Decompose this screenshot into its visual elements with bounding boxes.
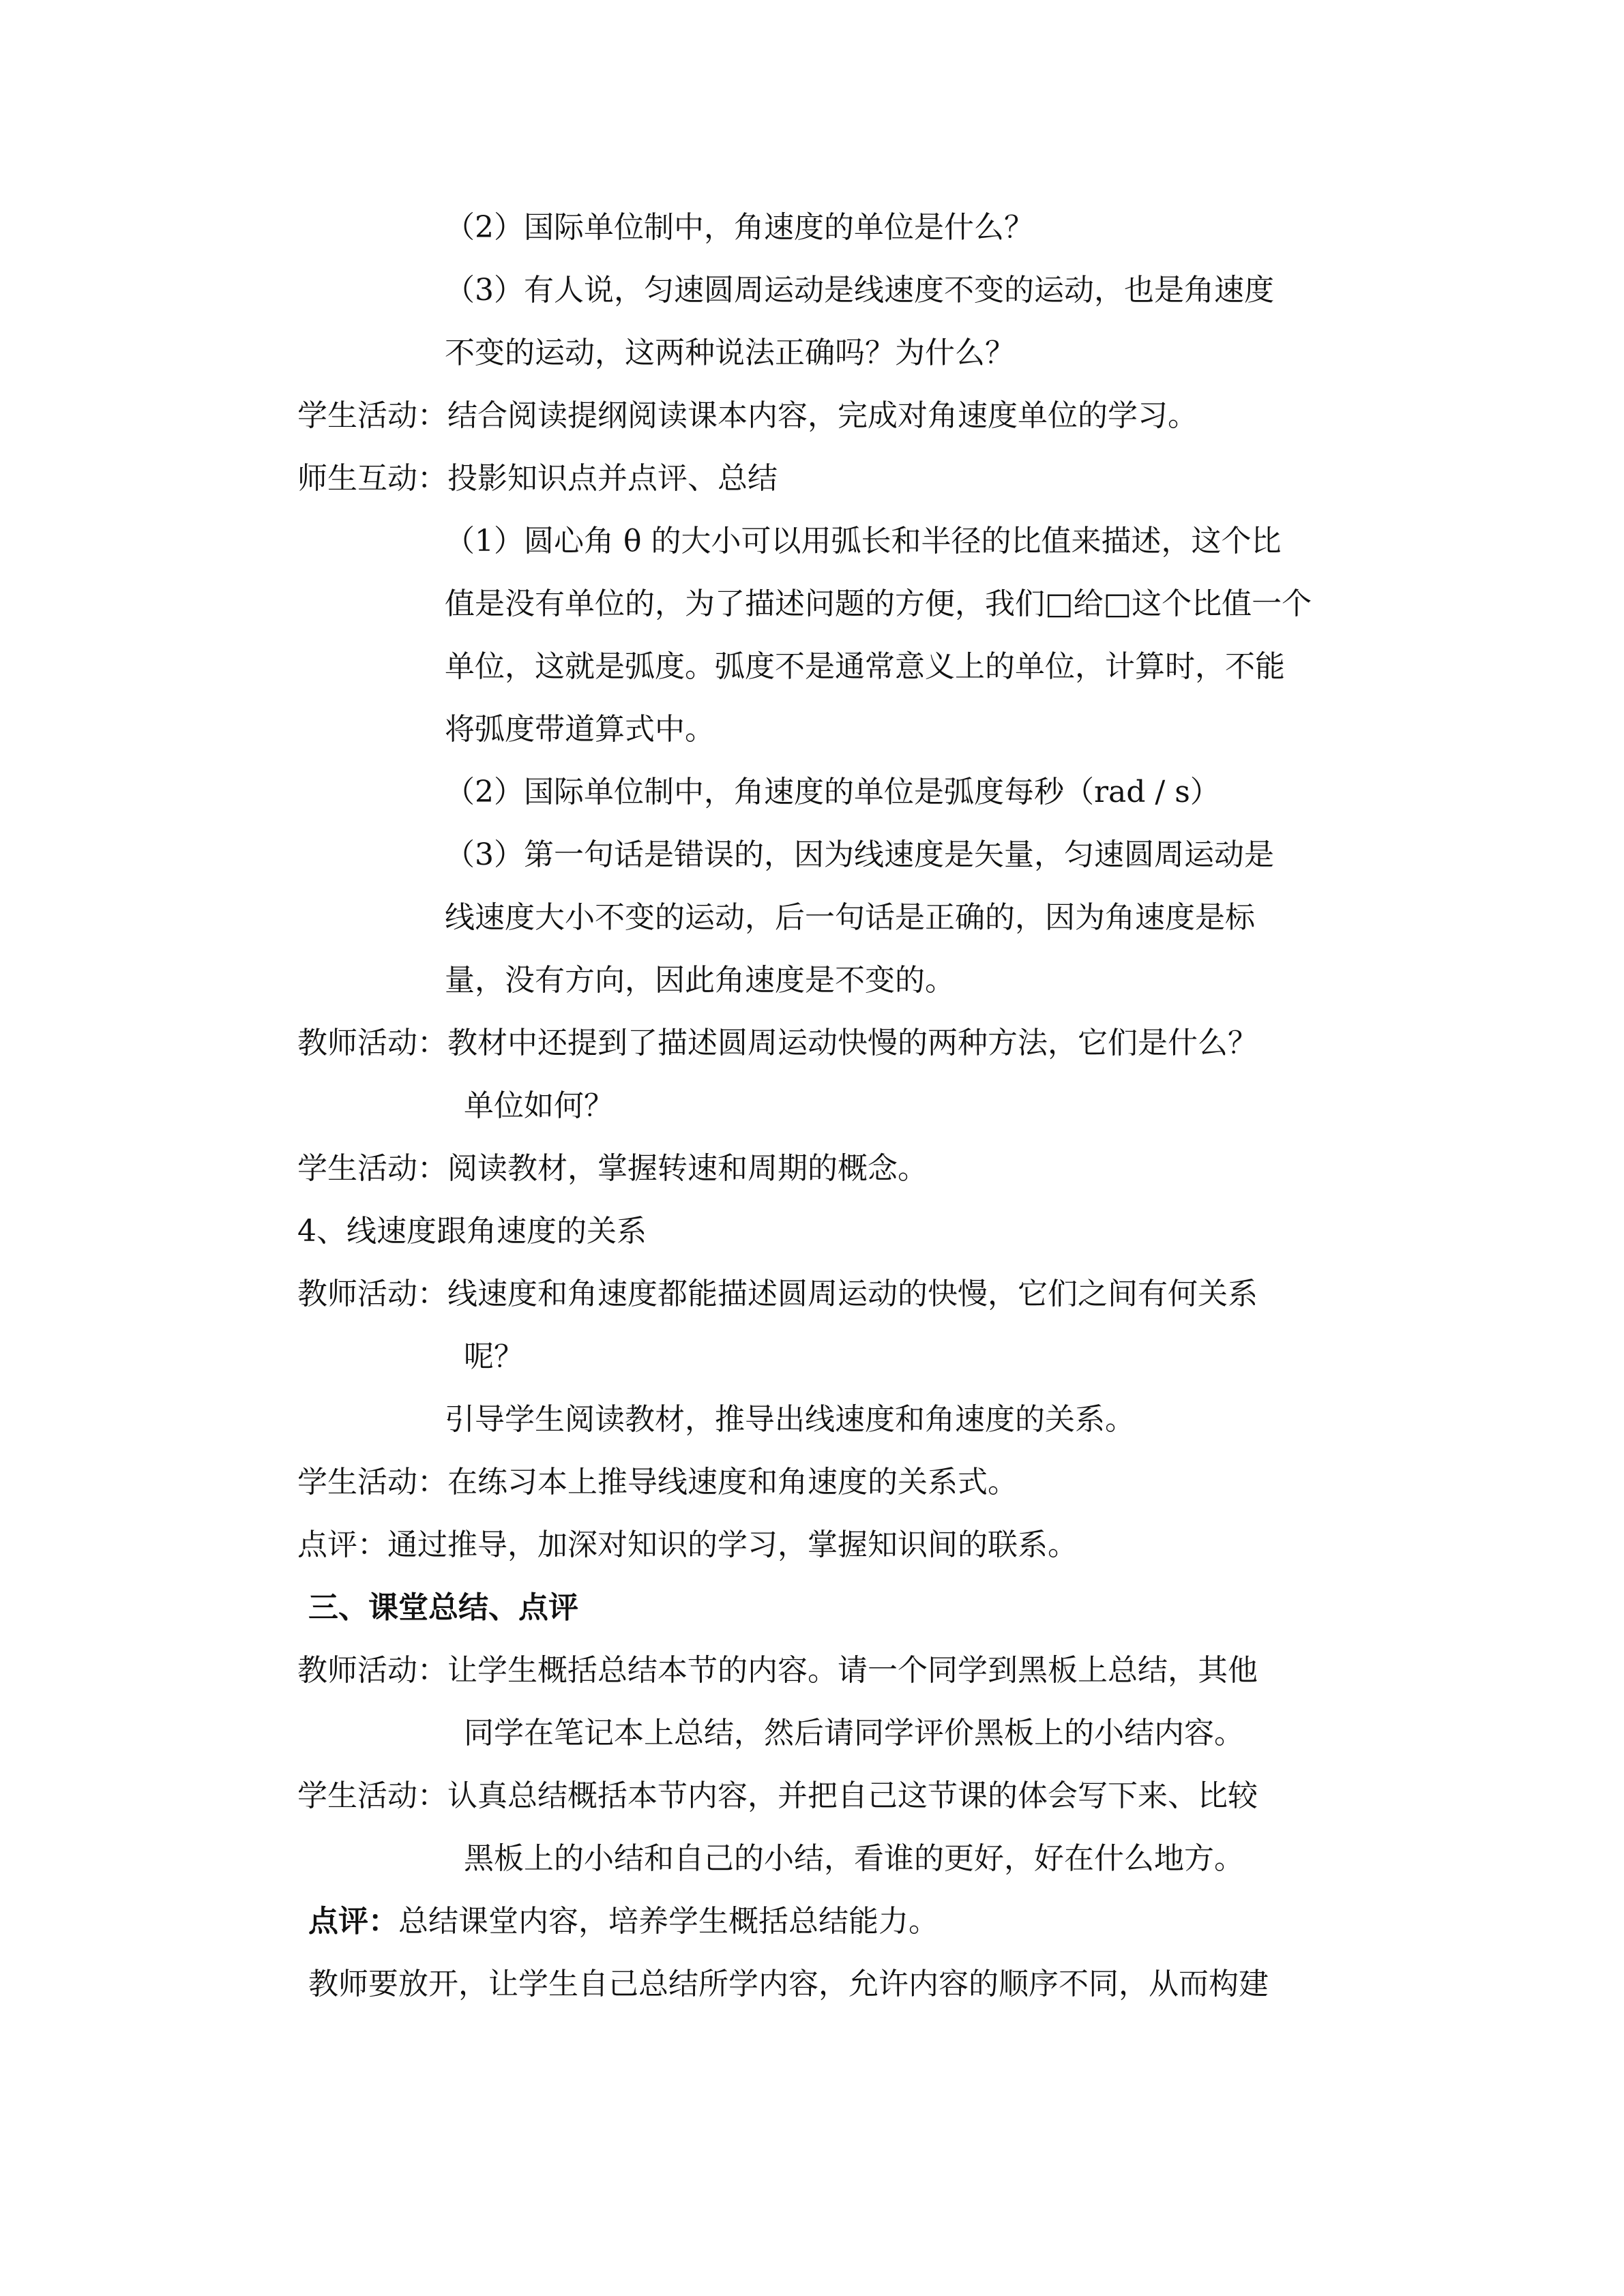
text-line: 教师活动：让学生概括总结本节的内容。请一个同学到黑板上总结，其他 [297,1653,1258,1688]
text-line: 师生互动：投影知识点并点评、总结 [297,461,778,496]
comment-label: 点评： [308,1904,398,1939]
text-line: 学生活动：认真总结概括本节内容，并把自己这节课的体会写下来、比较 [297,1778,1258,1813]
text-line: 点评：通过推导，加深对知识的学习，掌握知识间的联系。 [297,1527,1078,1562]
text-line: 教师活动：教材中还提到了描述圆周运动快慢的两种方法，它们是什么？ [297,1026,1258,1060]
text-line: 将弧度带道算式中。 [445,712,715,747]
text-line: （1）圆心角 θ 的大小可以用弧长和半径的比值来描述，这个比 [445,524,1282,558]
text-line: 教师活动：线速度和角速度都能描述圆周运动的快慢，它们之间有何关系 [297,1277,1258,1311]
text-line: 黑板上的小结和自己的小结，看谁的更好，好在什么地方。 [464,1841,1244,1876]
text-line: 学生活动：结合阅读提纲阅读课本内容，完成对角速度单位的学习。 [297,398,1198,433]
text-line: （3）第一句话是错误的，因为线速度是矢量，匀速圆周运动是 [445,837,1274,872]
comment-line [308,1904,939,1939]
text-line: （2）国际单位制中，角速度的单位是弧度每秒（rad / s） [445,775,1220,809]
text-line: 线速度大小不变的运动，后一句话是正确的，因为角速度是标 [445,900,1255,935]
text-line: 引导学生阅读教材，推导出线速度和角速度的关系。 [445,1402,1135,1437]
text-line: 教师要放开，让学生自己总结所学内容，允许内容的顺序不同，从而构建 [308,1967,1269,2001]
text-line: 呢？ [464,1339,524,1374]
text-line: 值是没有单位的，为了描述问题的方便，我们□给□这个比值一个 [445,586,1312,621]
section-heading: 三、课堂总结、点评 [308,1590,578,1625]
text-line: 学生活动：阅读教材，掌握转速和周期的概念。 [297,1151,928,1186]
text-line: 学生活动：在练习本上推导线速度和角速度的关系式。 [297,1465,1018,1500]
text-line: 单位，这就是弧度。弧度不是通常意义上的单位，计算时，不能 [445,649,1285,684]
comment-text: 总结课堂内容，培养学生概括总结能力。 [398,1904,939,1939]
section-heading: 4、线速度跟角速度的关系 [297,1214,647,1249]
text-line: （2）国际单位制中，角速度的单位是什么？ [445,210,1034,245]
text-line: （3）有人说，匀速圆周运动是线速度不变的运动，也是角速度 [445,273,1274,308]
text-line: 量，没有方向，因此角速度是不变的。 [445,963,955,998]
text-line: 单位如何？ [464,1088,614,1123]
text-line: 不变的运动，这两种说法正确吗？为什么？ [445,336,1015,370]
text-line: 同学在笔记本上总结，然后请同学评价黑板上的小结内容。 [464,1716,1244,1750]
